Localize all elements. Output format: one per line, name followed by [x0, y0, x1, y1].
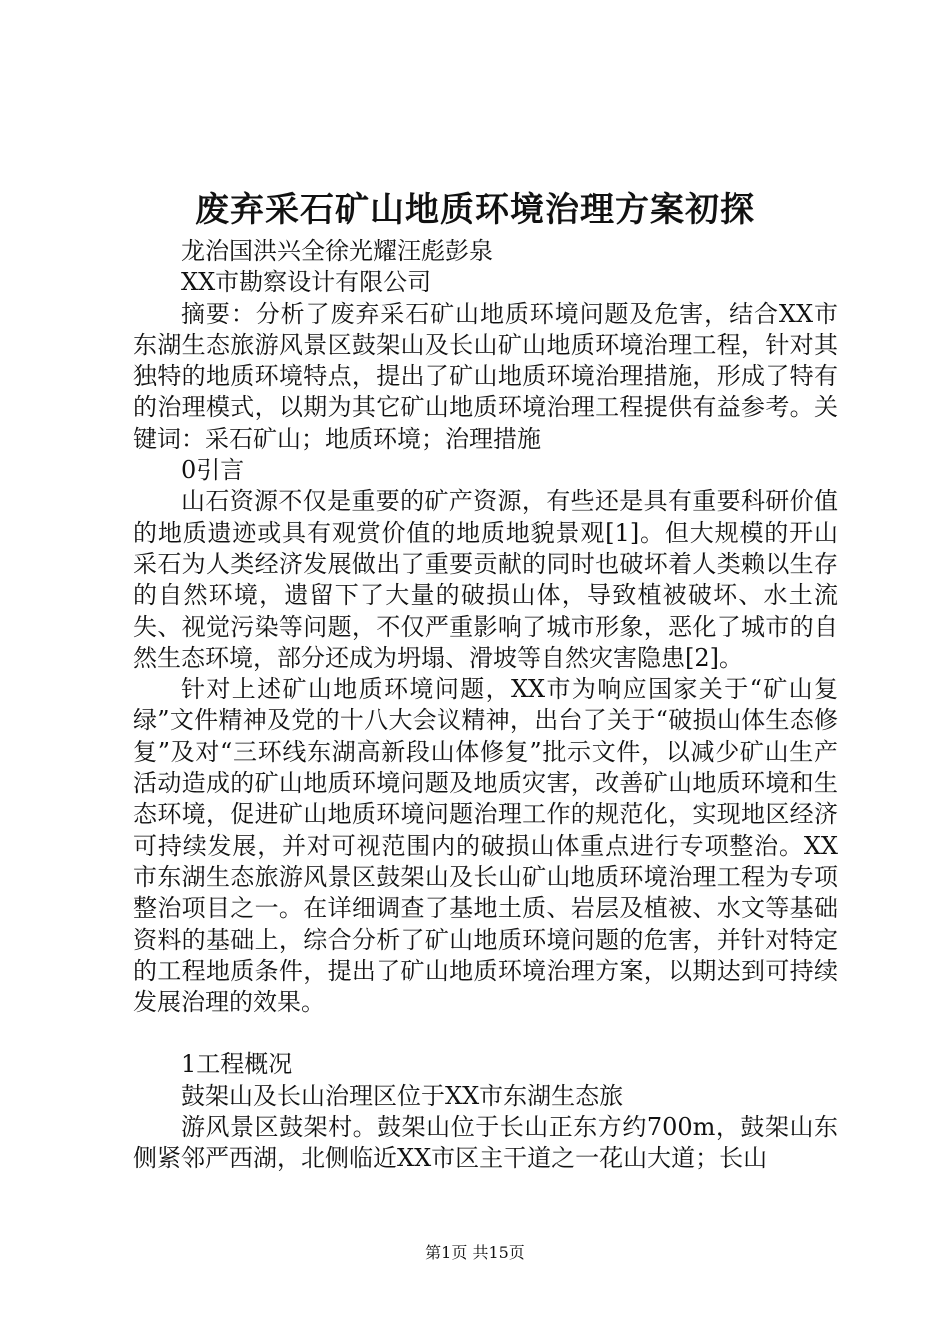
introduction-paragraph-2: 针对上述矿山地质环境问题，XX市为响应国家关于“矿山复绿”文件精神及党的十八大会议精神，出台了关于“破损山体生态修复”及对“三环线东湖高新段山体修复”批示文件，以减少矿山生产活动造成的矿山地质环境问题及地质灾害，改善矿山地质环境和生态环境，促进矿山地质环境问题治理工作的规范化，实现地区经济可持续发展，并对可视范围内的破损山体重点进行专项整治。XX市东湖生态旅游风景区鼓架山及长山矿山地质环境治理工程为专项整治项目之一。在详细调查了基地土质、岩层及植被、水文等基础资料的基础上，综合分析了矿山地质环境问题的危害，并针对特定的工程地质条件，提出了矿山地质环境治理方案，以期达到可持续发展治理的效果。	[133, 675, 838, 1017]
project-overview-line-1: 鼓架山及长山治理区位于XX市东湖生态旅	[181, 1081, 624, 1110]
document-title: 废弃采石矿山地质环境治理方案初探	[195, 190, 755, 230]
authors-line: 龙治国洪兴全徐光耀汪彪彭泉	[181, 237, 493, 265]
section-heading-project-overview: 1工程概况	[181, 1050, 293, 1079]
introduction-paragraph-1: 山石资源不仅是重要的矿产资源，有些还是具有重要科研价值的地质遗迹或具有观赏价值的地质地貌景观[1]。但大规模的开山采石为人类经济发展做出了重要贡献的同时也破坏着人类赖以生存的自然环境，遗留下了大量的破损山体，导致植被破坏、水土流失、视觉污染等问题，不仅严重影响了城市形象，恶化了城市的自然生态环境，部分还成为坍塌、滑坡等自然灾害隐患[2]。	[133, 487, 838, 672]
abstract-paragraph: 摘要：分析了废弃采石矿山地质环境问题及危害，结合XX市东湖生态旅游风景区鼓架山及长山矿山地质环境治理工程，针对其独特的地质环境特点，提出了矿山地质环境治理措施，形成了特有的治理模式，以期为其它矿山地质环境治理工程提供有益参考。关键词：采石矿山；地质环境；治理措施	[133, 299, 838, 453]
project-overview-paragraph: 游风景区鼓架村。鼓架山位于长山正东方约700m，鼓架山东侧紧邻严西湖，北侧临近XX市区主干道之一花山大道；长山	[133, 1113, 838, 1173]
document-body	[133, 236, 838, 1175]
affiliation-line: XX市勘察设计有限公司	[181, 268, 432, 297]
page-number-footer: 第1页 共15页	[425, 1243, 525, 1262]
section-heading-introduction: 0引言	[181, 456, 245, 485]
